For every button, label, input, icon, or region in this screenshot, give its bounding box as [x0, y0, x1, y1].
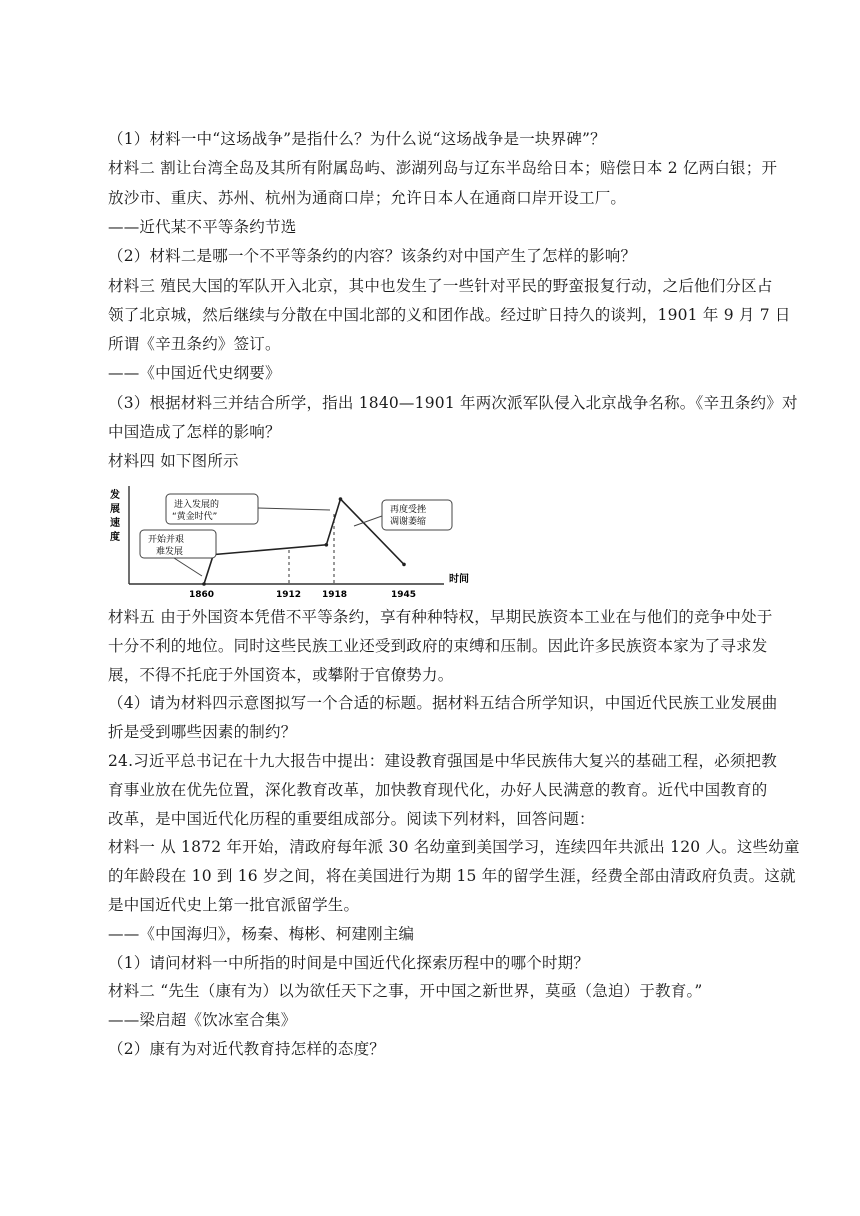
text-line: （2）康有为对近代教育持怎样的态度？: [108, 1040, 385, 1058]
curve-point: [402, 563, 406, 567]
text-line: 展，不得不托庇于外国资本，或攀附于官僚势力。: [108, 665, 454, 684]
text-line: ——近代某不平等条约节选: [108, 217, 297, 236]
text-line: 领了北京城，然后继续与分散在中国北部的义和团作战。经过旷日持久的谈判，1901 年 9 月 7 日: [108, 305, 791, 324]
text-line: ——《中国近代史纲要》: [108, 364, 281, 383]
text-line: 折是受到哪些因素的制约？: [108, 723, 297, 742]
tick-label-1945: 1945: [391, 590, 417, 600]
annotation-start: [140, 530, 216, 576]
y-axis-label-char-4: 度: [110, 532, 120, 543]
text-line: 的年龄段在 10 到 16 岁之间，将在美国进行为期 15 年的留学生涯，经费全部由清政府负责。这就: [108, 867, 796, 886]
text-line: 中国造成了怎样的影响？: [108, 423, 281, 441]
annotation-setback: [354, 500, 452, 530]
annotation-start-line1: 开始并艰: [148, 535, 185, 545]
industry-development-chart: [104, 480, 484, 600]
text-line: （2）材料二是哪一个不平等条约的内容？该条约对中国产生了怎样的影响？: [108, 247, 637, 266]
text-line: （1）请问材料一中所指的时间是中国近代化探索历程中的哪个时期？: [108, 953, 590, 972]
annotation-golden-age-line2: “黄金时代”: [172, 512, 218, 522]
tick-label-1918: 1918: [322, 590, 348, 600]
curve-point: [325, 543, 329, 547]
text-line: 材料四 如下图所示: [108, 452, 239, 471]
annotation-golden-age: [166, 494, 330, 524]
text-line: 材料二 割让台湾全岛及其所有附属岛屿、澎湖列岛与辽东半岛给日本；赔偿日本 2 亿两白银；开: [108, 159, 778, 178]
chart-svg: [104, 480, 484, 600]
text-line: ——《中国海归》，杨秦、梅彬、柯建刚主编: [108, 924, 415, 943]
text-line: 材料五 由于外国资本凭借不平等条约，享有种种特权，早期民族资本工业在与他们的竞争中处于: [108, 608, 773, 626]
text-line: 十分不利的地位。同时这些民族工业还受到政府的束缚和压制。因此许多民族资本家为了寻求发: [108, 636, 768, 655]
annotation-setback-line2: 凋谢萎缩: [390, 517, 427, 527]
text-line: （3）根据材料三并结合所学，指出 1840—1901 年两次派军队侵入北京战争名称。《辛丑条约》对: [108, 393, 798, 412]
text-line: 所谓《辛丑条约》签订。: [108, 335, 281, 354]
text-line: （1）材料一中“这场战争”是指什么？为什么说“这场战争是一块界碑”？: [108, 130, 606, 148]
text-line: 放沙市、重庆、苏州、杭州为通商口岸；允许日本人在通商口岸开设工厂。: [108, 188, 627, 207]
tick-label-1860: 1860: [189, 590, 215, 600]
text-line: 育事业放在优先位置，深化教育改革，加快教育现代化，办好人民满意的教育。近代中国教育的: [108, 780, 768, 799]
text-line: （4）请为材料四示意图拟写一个合适的标题。据材料五结合所学知识，中国近代民族工业发展曲: [108, 694, 778, 713]
text-line: 材料三 殖民大国的军队开入北京，其中也发生了一些针对平民的野蛮报复行动，之后他们分区占: [108, 276, 773, 295]
annotation-setback-line1: 再度受挫: [390, 505, 427, 515]
curve-point: [339, 497, 343, 501]
text-line: 材料二 “先生（康有为）以为欲任天下之事，开中国之新世界，莫亟（急迫）于教育。”: [108, 982, 703, 1001]
text-line: 改革，是中国近代化历程的重要组成部分。阅读下列材料，回答问题：: [108, 809, 595, 828]
text-line: ——梁启超《饮冰室合集》: [108, 1011, 297, 1030]
y-axis-label-char-1: 发: [110, 490, 120, 501]
text-line: 24.习近平总书记在十九大报告中提出：建设教育强国是中华民族伟大复兴的基础工程，必须把教: [108, 752, 777, 770]
curve-point: [202, 582, 206, 586]
annotation-start-line2: 难发展: [156, 547, 184, 557]
x-axis-label: 时间: [449, 574, 469, 585]
text-line: 是中国近代史上第一批官派留学生。: [108, 896, 360, 914]
tick-label-1912: 1912: [276, 590, 302, 600]
text-line: 材料一 从 1872 年开始，清政府每年派 30 名幼童到美国学习，连续四年共派出 120 人。这些幼童: [108, 838, 800, 857]
y-axis-label-char-3: 速: [110, 518, 120, 529]
annotation-golden-age-line1: 进入发展的: [174, 500, 220, 510]
y-axis-label-char-2: 展: [110, 504, 120, 515]
